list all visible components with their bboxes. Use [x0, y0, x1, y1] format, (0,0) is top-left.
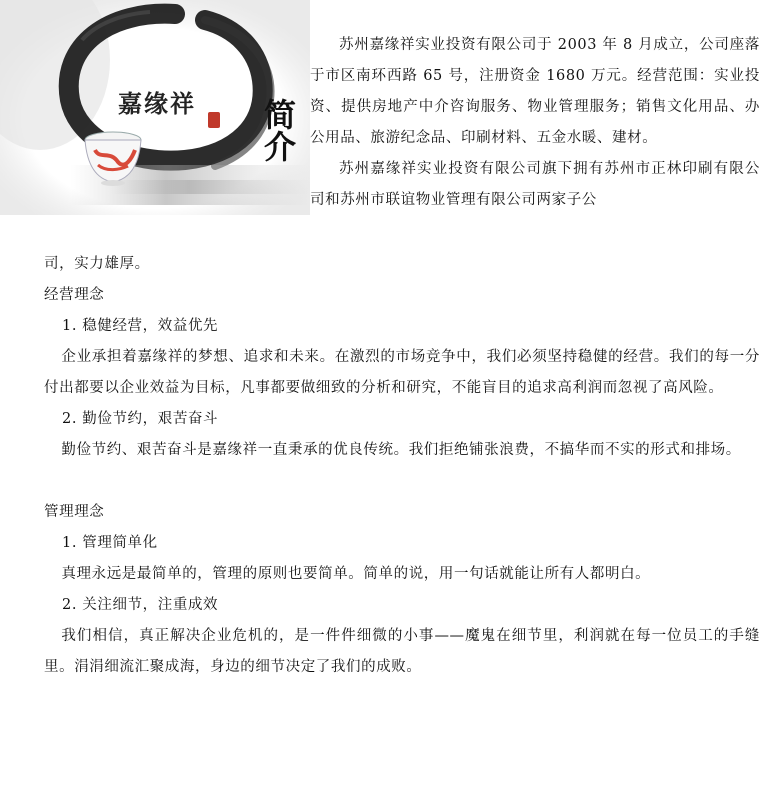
management-item-2-title: 2. 关注细节，注重成效 — [62, 597, 219, 613]
intro-paragraph-2: 苏州嘉缘祥实业投资有限公司旗下拥有苏州市正林印刷有限公司和苏州市联谊物业管理有限公司两家子公 — [310, 161, 760, 208]
management-item-1-text: 真理永远是最简单的，管理的原则也要简单。简单的说，用一句话就能让所有人都明白。 — [61, 566, 651, 582]
management-philosophy-title: 管理理念 — [44, 504, 105, 520]
intro-paragraph-2-continued: 司，实力雄厚。 — [44, 256, 150, 272]
intro-section — [310, 30, 760, 216]
management-item-2-text: 我们相信，真正解决企业危机的，是一件件细微的小事——魔鬼在细节里，利润就在每一位员工的手缝里。涓涓细流汇聚成海，身边的细节决定了我们的成败。 — [44, 628, 760, 675]
page-title: 简介 — [259, 98, 297, 162]
business-item-1-title: 1. 稳健经营，效益优先 — [62, 318, 219, 334]
section-spacer — [44, 466, 760, 497]
brand-name: 嘉缘祥 — [118, 89, 196, 118]
business-item-2-title: 2. 勤俭节约，艰苦奋斗 — [62, 411, 219, 427]
intro-paragraph-1: 苏州嘉缘祥实业投资有限公司于 2003 年 8 月成立，公司座落于市区南环西路 65 号，注册资金 1680 万元。经营范围：实业投资、提供房地产中介咨询服务、物业管理服务；销售文化用品、办公用品、旅游纪念品、印刷材料、五金水暖、建材。 — [310, 37, 760, 146]
seal-stamp-icon — [208, 112, 220, 128]
management-item-1-title: 1. 管理简单化 — [62, 535, 158, 551]
business-item-1-text: 企业承担着嘉缘祥的梦想、追求和未来。在激烈的市场竞争中，我们必须坚持稳健的经营。我们的每一分付出都要以企业效益为目标，凡事都要做细致的分析和研究，不能盲目的追求高利润而忽视了高风险。 — [44, 349, 760, 396]
business-philosophy-title: 经营理念 — [44, 287, 105, 303]
main-content — [44, 249, 760, 683]
business-item-2-text: 勤俭节约、艰苦奋斗是嘉缘祥一直秉承的优良传统。我们拒绝铺张浪费，不搞华而不实的形式和排场。 — [61, 442, 741, 458]
